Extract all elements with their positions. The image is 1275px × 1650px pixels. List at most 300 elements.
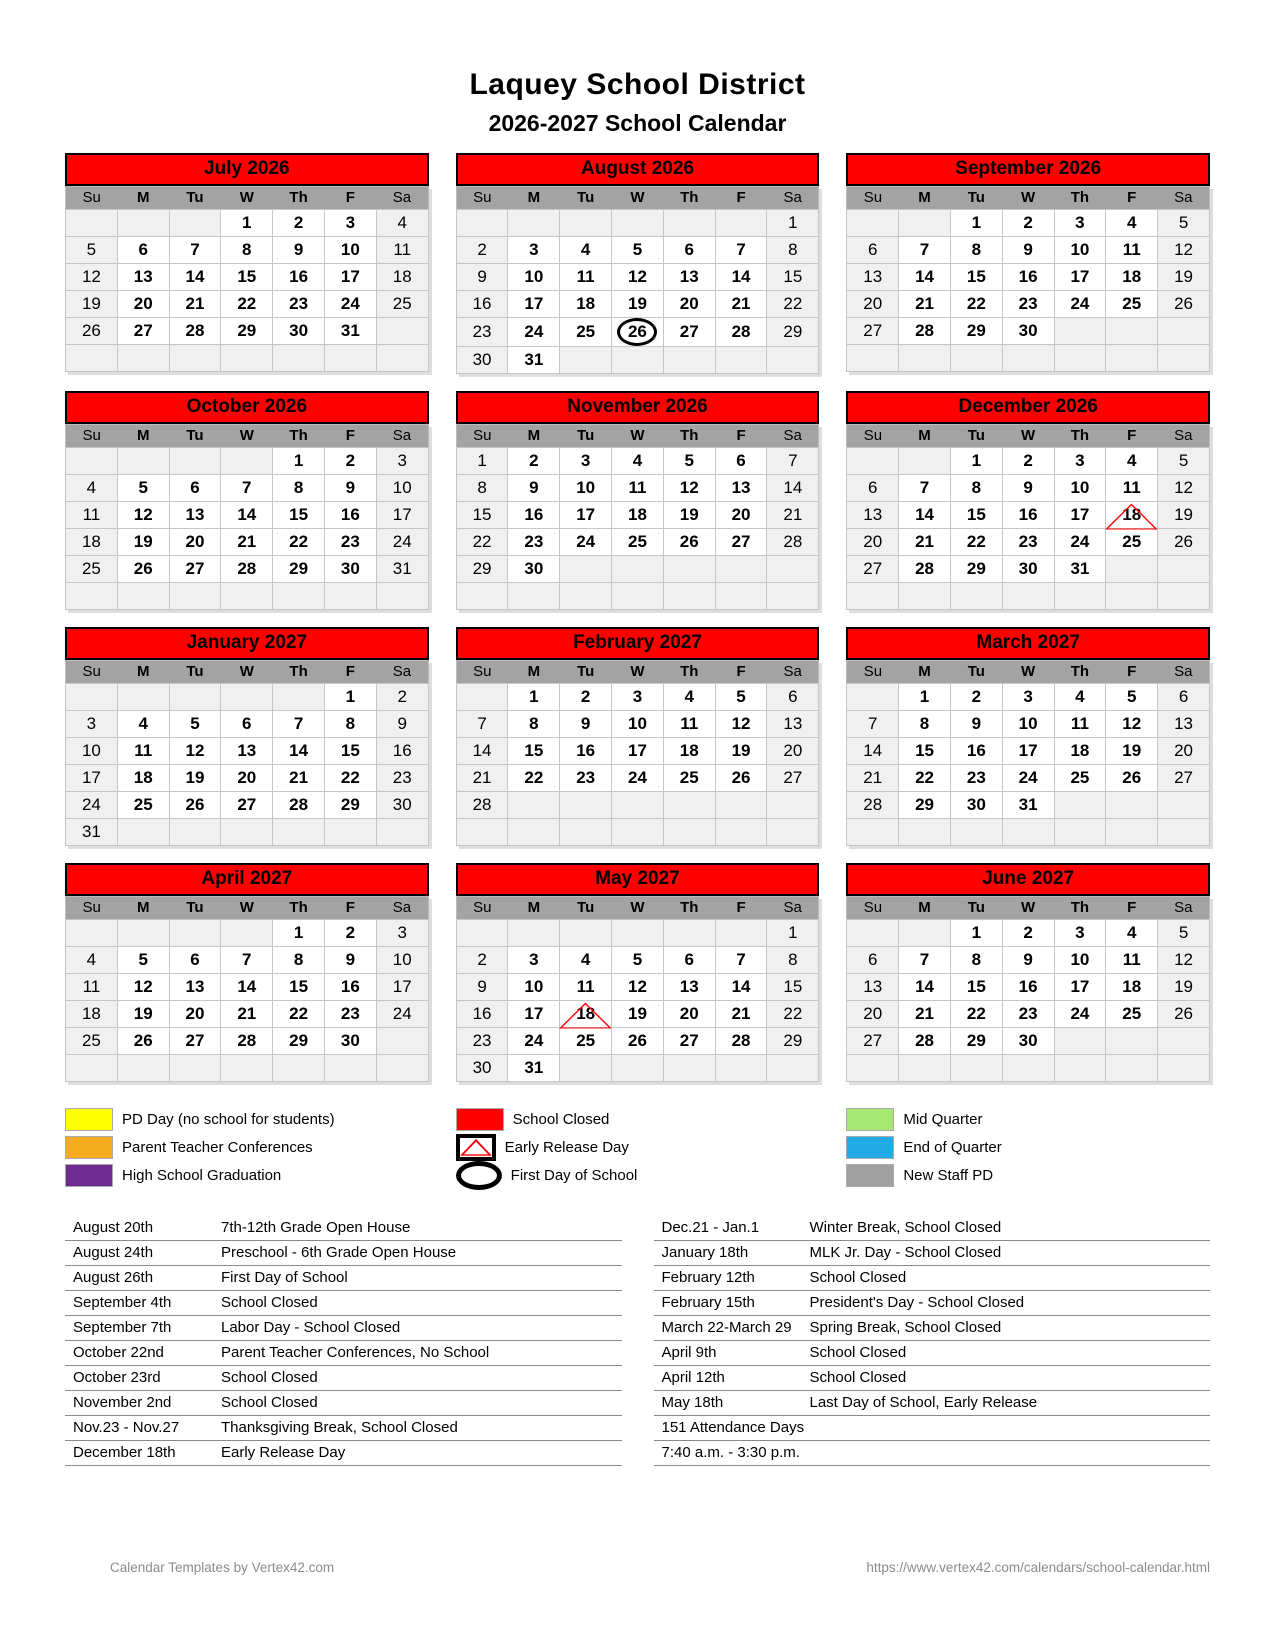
day-cell xyxy=(663,738,715,765)
day-cell xyxy=(899,345,951,372)
dow-header: M xyxy=(508,897,560,920)
day-cell xyxy=(1002,210,1054,237)
event-date: August 24th xyxy=(73,1244,154,1261)
day-cell xyxy=(376,237,428,264)
day-number: 13 xyxy=(679,977,699,996)
day-cell xyxy=(767,502,819,529)
day-cell xyxy=(767,556,819,583)
month-april-2027 xyxy=(65,863,429,1082)
day-number: 29 xyxy=(289,559,309,578)
day-number: 1 xyxy=(293,923,304,942)
dow-header: F xyxy=(1106,425,1158,448)
day-number: 24 xyxy=(1018,768,1038,787)
dow-header: W xyxy=(612,187,664,210)
day-number: 22 xyxy=(524,768,544,787)
footer xyxy=(65,1560,1210,1575)
day-number: 5 xyxy=(632,950,643,969)
dow-header: Su xyxy=(847,425,899,448)
day-number: 3 xyxy=(580,451,591,470)
dow-header: Th xyxy=(663,661,715,684)
day-cell xyxy=(1002,974,1054,1001)
day-cell xyxy=(117,974,169,1001)
legend-item xyxy=(846,1162,1210,1189)
day-number: 3 xyxy=(1075,923,1085,942)
day-cell xyxy=(560,583,612,610)
day-cell xyxy=(612,1028,664,1055)
day-number: 16 xyxy=(576,741,596,760)
day-cell xyxy=(169,345,221,372)
day-number: 28 xyxy=(472,795,492,814)
day-number: 25 xyxy=(1070,768,1090,787)
event-date: May 18th xyxy=(661,1394,724,1411)
dow-header: Tu xyxy=(950,187,1002,210)
legend-item xyxy=(65,1134,429,1161)
day-number: 14 xyxy=(731,977,751,996)
day-cell xyxy=(1002,1028,1054,1055)
day-number: 26 xyxy=(1174,532,1193,551)
event-row xyxy=(65,1391,622,1416)
event-desc: Thanksgiving Break, School Closed xyxy=(221,1419,458,1436)
day-cell xyxy=(508,264,560,291)
day-number: 16 xyxy=(1018,505,1038,524)
day-number: 17 xyxy=(392,977,412,996)
day-cell xyxy=(1002,502,1054,529)
day-number: 19 xyxy=(1174,267,1193,286)
dow-header: Su xyxy=(66,187,118,210)
day-cell xyxy=(508,583,560,610)
day-number: 28 xyxy=(915,1031,934,1050)
day-cell xyxy=(767,475,819,502)
day-number: 29 xyxy=(783,322,803,341)
day-number: 12 xyxy=(627,267,647,286)
day-cell xyxy=(767,291,819,318)
day-cell xyxy=(715,318,767,347)
day-cell xyxy=(221,502,273,529)
month-title: July 2026 xyxy=(65,153,429,186)
day-cell xyxy=(66,819,118,846)
day-number: 6 xyxy=(788,687,798,706)
day-cell xyxy=(376,475,428,502)
day-cell xyxy=(273,502,325,529)
early-release-triangle-icon xyxy=(564,1003,607,1027)
day-number: 14 xyxy=(915,505,934,524)
day-cell xyxy=(324,1001,376,1028)
dow-header: Sa xyxy=(1158,661,1210,684)
day-number: 30 xyxy=(1018,559,1038,578)
day-cell xyxy=(273,475,325,502)
day-cell xyxy=(324,711,376,738)
day-cell xyxy=(117,1001,169,1028)
day-cell xyxy=(950,502,1002,529)
day-number: 8 xyxy=(477,478,487,497)
dow-header: Su xyxy=(456,661,508,684)
day-number: 22 xyxy=(966,532,986,551)
day-cell xyxy=(169,237,221,264)
day-cell xyxy=(767,920,819,947)
day-number: 1 xyxy=(971,451,982,470)
dow-header: W xyxy=(221,661,273,684)
day-number: 29 xyxy=(966,1031,986,1050)
day-cell xyxy=(950,210,1002,237)
event-desc: Spring Break, School Closed xyxy=(809,1319,1002,1336)
day-cell xyxy=(1106,1001,1158,1028)
day-number: 8 xyxy=(242,240,252,259)
day-number: 4 xyxy=(1126,213,1137,232)
dow-header: Th xyxy=(273,425,325,448)
day-cell xyxy=(221,210,273,237)
day-cell xyxy=(1106,974,1158,1001)
day-cell xyxy=(1106,684,1158,711)
event-row xyxy=(654,1241,1211,1266)
dow-header: F xyxy=(1106,661,1158,684)
event-row xyxy=(654,1291,1211,1316)
day-number: 15 xyxy=(783,977,803,996)
day-cell xyxy=(560,792,612,819)
day-number: 11 xyxy=(628,478,647,497)
day-cell xyxy=(508,318,560,347)
day-cell xyxy=(847,792,899,819)
dow-header: M xyxy=(117,661,169,684)
day-cell xyxy=(1054,318,1106,345)
day-number: 3 xyxy=(1075,451,1085,470)
day-cell xyxy=(1158,738,1210,765)
day-cell xyxy=(1054,1028,1106,1055)
day-cell xyxy=(663,318,715,347)
day-cell xyxy=(324,819,376,846)
dow-header: W xyxy=(1002,897,1054,920)
day-cell xyxy=(1158,475,1210,502)
event-date: 7:40 a.m. - 3:30 p.m. xyxy=(661,1444,800,1461)
day-cell xyxy=(66,529,118,556)
day-cell xyxy=(847,556,899,583)
day-number: 24 xyxy=(1070,532,1090,551)
event-date: February 12th xyxy=(661,1269,755,1286)
day-cell xyxy=(169,974,221,1001)
day-number: 15 xyxy=(783,267,803,286)
day-cell xyxy=(66,765,118,792)
day-cell xyxy=(456,264,508,291)
day-cell xyxy=(560,1028,612,1055)
day-cell xyxy=(560,947,612,974)
day-cell xyxy=(376,1028,428,1055)
day-number: 7 xyxy=(190,240,200,259)
day-number: 26 xyxy=(679,532,699,551)
day-cell xyxy=(612,291,664,318)
day-number: 28 xyxy=(237,1031,257,1050)
day-cell xyxy=(1054,947,1106,974)
day-cell xyxy=(899,684,951,711)
day-cell xyxy=(324,974,376,1001)
day-cell xyxy=(324,345,376,372)
day-cell xyxy=(715,502,767,529)
title-band xyxy=(65,68,1210,137)
footer-url[interactable]: https://www.vertex42.com/calendars/school-calendar.html xyxy=(866,1560,1210,1575)
day-cell xyxy=(456,1028,508,1055)
day-cell xyxy=(508,291,560,318)
day-cell xyxy=(1002,765,1054,792)
day-number: 1 xyxy=(345,687,356,706)
day-cell xyxy=(1106,237,1158,264)
day-number: 1 xyxy=(971,923,982,942)
day-number: 22 xyxy=(289,532,309,551)
dow-header: M xyxy=(899,187,951,210)
day-cell xyxy=(663,974,715,1001)
day-number: 4 xyxy=(138,714,148,733)
day-number: 12 xyxy=(133,505,153,524)
day-cell xyxy=(1002,920,1054,947)
month-title: June 2027 xyxy=(846,863,1210,896)
day-cell xyxy=(117,819,169,846)
day-number: 13 xyxy=(863,267,883,286)
day-cell xyxy=(950,556,1002,583)
day-number: 27 xyxy=(783,768,803,787)
day-cell xyxy=(376,947,428,974)
day-number: 25 xyxy=(679,768,699,787)
dow-header: M xyxy=(117,425,169,448)
dow-header: Sa xyxy=(1158,897,1210,920)
dow-header: Su xyxy=(456,897,508,920)
day-number: 30 xyxy=(472,1058,492,1077)
day-number: 5 xyxy=(684,451,694,470)
legend-label: Parent Teacher Conferences xyxy=(122,1139,313,1156)
day-cell xyxy=(899,711,951,738)
day-cell xyxy=(767,529,819,556)
day-cell xyxy=(169,920,221,947)
day-number: 29 xyxy=(915,795,934,814)
day-cell xyxy=(950,318,1002,345)
day-cell xyxy=(612,264,664,291)
day-number: 23 xyxy=(472,322,492,341)
day-number: 17 xyxy=(1018,741,1038,760)
day-number: 1 xyxy=(788,213,798,232)
legend-item xyxy=(846,1106,1210,1133)
day-cell xyxy=(847,1001,899,1028)
day-cell xyxy=(1158,711,1210,738)
day-cell xyxy=(612,819,664,846)
day-cell xyxy=(1002,1055,1054,1082)
day-number: 10 xyxy=(340,240,360,259)
month-table xyxy=(65,896,429,1082)
day-cell xyxy=(273,1028,325,1055)
day-number: 18 xyxy=(1122,267,1142,286)
day-cell xyxy=(273,792,325,819)
day-number: 26 xyxy=(133,559,153,578)
day-number: 2 xyxy=(1023,213,1033,232)
day-cell xyxy=(950,974,1002,1001)
day-cell xyxy=(1106,264,1158,291)
day-cell xyxy=(899,1055,951,1082)
day-number: 25 xyxy=(576,322,596,341)
day-cell xyxy=(221,291,273,318)
day-cell xyxy=(66,583,118,610)
day-number: 23 xyxy=(524,532,544,551)
day-number: 23 xyxy=(966,768,986,787)
day-number: 24 xyxy=(524,322,544,341)
event-row xyxy=(65,1441,622,1466)
dow-header: Th xyxy=(663,187,715,210)
day-number: 29 xyxy=(966,559,986,578)
day-number: 23 xyxy=(472,1031,492,1050)
dow-header: Tu xyxy=(560,661,612,684)
day-cell xyxy=(847,210,899,237)
day-cell xyxy=(847,819,899,846)
event-row xyxy=(654,1216,1211,1241)
day-number: 3 xyxy=(1075,213,1085,232)
footer-credit: Calendar Templates by Vertex42.com xyxy=(110,1560,335,1575)
day-cell xyxy=(117,947,169,974)
month-title: April 2027 xyxy=(65,863,429,896)
day-cell xyxy=(169,502,221,529)
day-cell xyxy=(847,264,899,291)
event-desc: 7th-12th Grade Open House xyxy=(221,1219,411,1236)
day-cell xyxy=(560,711,612,738)
day-cell xyxy=(324,291,376,318)
dow-header: Th xyxy=(273,897,325,920)
day-number: 5 xyxy=(1126,687,1137,706)
day-cell xyxy=(221,819,273,846)
day-cell xyxy=(66,502,118,529)
early-release-icon xyxy=(456,1134,496,1161)
day-cell xyxy=(899,947,951,974)
dow-header: Su xyxy=(66,897,118,920)
day-number: 28 xyxy=(185,321,205,340)
day-cell xyxy=(663,264,715,291)
day-cell xyxy=(324,237,376,264)
day-cell xyxy=(950,264,1002,291)
day-cell xyxy=(456,502,508,529)
day-cell xyxy=(456,1055,508,1082)
day-number: 2 xyxy=(580,687,591,706)
day-cell xyxy=(899,738,951,765)
day-cell xyxy=(117,920,169,947)
day-cell xyxy=(767,1001,819,1028)
day-number: 31 xyxy=(340,321,360,340)
day-number: 1 xyxy=(971,213,982,232)
event-date: April 9th xyxy=(661,1344,717,1361)
day-number: 10 xyxy=(1070,478,1090,497)
event-date: Dec.21 - Jan.1 xyxy=(661,1219,760,1236)
day-number: 30 xyxy=(1018,321,1038,340)
day-cell xyxy=(847,529,899,556)
day-cell xyxy=(66,947,118,974)
day-number: 29 xyxy=(289,1031,309,1050)
day-cell xyxy=(376,529,428,556)
day-number: 19 xyxy=(133,532,153,551)
event-desc: MLK Jr. Day - School Closed xyxy=(809,1244,1002,1261)
dow-header: W xyxy=(221,425,273,448)
dow-header: F xyxy=(324,661,376,684)
month-october-2026 xyxy=(65,391,429,610)
day-number: 12 xyxy=(81,267,101,286)
early-release-triangle-icon xyxy=(1110,504,1153,528)
legend-swatch xyxy=(456,1108,504,1131)
day-number: 10 xyxy=(627,714,647,733)
day-number: 9 xyxy=(293,240,304,259)
day-number: 12 xyxy=(1122,714,1142,733)
day-cell xyxy=(508,738,560,765)
day-cell xyxy=(117,318,169,345)
dow-header: W xyxy=(612,425,664,448)
day-cell xyxy=(273,684,325,711)
day-number: 13 xyxy=(863,977,883,996)
day-cell xyxy=(1054,1001,1106,1028)
day-cell xyxy=(1106,529,1158,556)
dow-header: Th xyxy=(1054,187,1106,210)
day-cell xyxy=(221,974,273,1001)
legend-label: First Day of School xyxy=(510,1167,638,1184)
day-number: 6 xyxy=(1178,687,1189,706)
day-number: 22 xyxy=(340,768,360,787)
day-number: 16 xyxy=(392,741,412,760)
day-cell xyxy=(117,711,169,738)
day-number: 13 xyxy=(185,505,205,524)
day-number: 10 xyxy=(524,977,544,996)
day-number: 31 xyxy=(524,1058,544,1077)
day-cell xyxy=(899,819,951,846)
day-cell xyxy=(1002,684,1054,711)
day-cell xyxy=(950,583,1002,610)
day-cell xyxy=(1106,345,1158,372)
day-cell xyxy=(66,1028,118,1055)
day-cell xyxy=(324,318,376,345)
day-number: 31 xyxy=(524,350,544,369)
legend-swatch xyxy=(846,1108,894,1131)
day-number: 16 xyxy=(1018,267,1038,286)
day-cell xyxy=(847,237,899,264)
day-cell xyxy=(1054,974,1106,1001)
day-number: 17 xyxy=(340,267,360,286)
day-number: 16 xyxy=(1018,977,1038,996)
day-cell xyxy=(950,711,1002,738)
dow-header: Sa xyxy=(767,187,819,210)
day-cell xyxy=(1054,1055,1106,1082)
day-cell xyxy=(767,819,819,846)
day-cell xyxy=(169,583,221,610)
dow-header: Su xyxy=(456,425,508,448)
event-row xyxy=(654,1391,1211,1416)
day-cell xyxy=(376,210,428,237)
dow-header: Su xyxy=(66,425,118,448)
day-number: 11 xyxy=(1122,240,1141,259)
day-cell xyxy=(847,738,899,765)
day-cell xyxy=(663,684,715,711)
day-number: 11 xyxy=(82,505,101,524)
dow-header: Tu xyxy=(560,425,612,448)
day-number: 18 xyxy=(576,1004,596,1023)
day-number: 18 xyxy=(576,294,596,313)
day-cell xyxy=(715,1028,767,1055)
event-desc: School Closed xyxy=(809,1369,907,1386)
day-number: 2 xyxy=(971,687,982,706)
day-number: 14 xyxy=(863,741,883,760)
day-cell xyxy=(66,974,118,1001)
day-number: 2 xyxy=(1023,923,1033,942)
day-cell xyxy=(1158,210,1210,237)
day-cell xyxy=(324,448,376,475)
day-cell xyxy=(456,291,508,318)
day-cell xyxy=(1002,738,1054,765)
day-number: 9 xyxy=(397,714,407,733)
day-number: 30 xyxy=(289,321,309,340)
day-number: 5 xyxy=(138,478,148,497)
day-number: 17 xyxy=(524,294,544,313)
day-number: 6 xyxy=(684,240,694,259)
day-cell xyxy=(117,475,169,502)
day-cell xyxy=(508,765,560,792)
day-number: 9 xyxy=(477,977,487,996)
day-cell xyxy=(324,765,376,792)
day-cell xyxy=(715,583,767,610)
